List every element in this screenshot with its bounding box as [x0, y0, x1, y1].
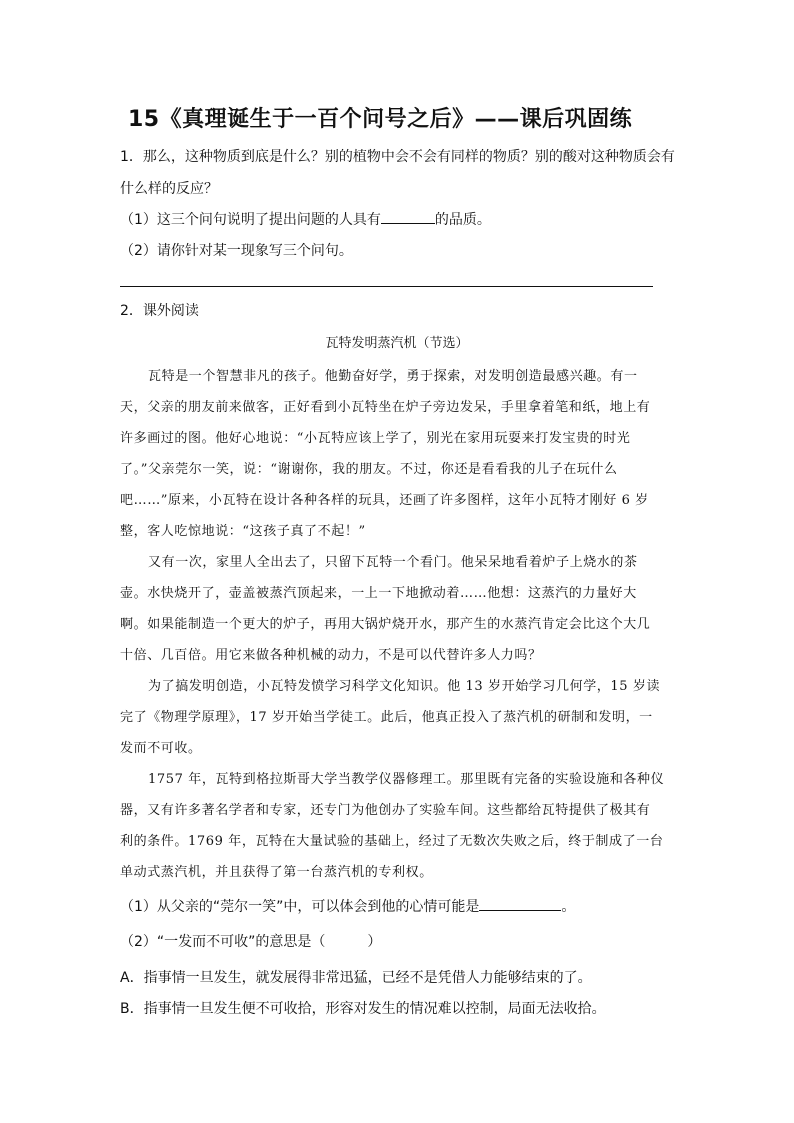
q1-sub1 — [120, 209, 491, 229]
q1-sub1-text: （1）这三个问句说明了提出问题的人具有 — [120, 212, 381, 228]
q1-sub1-blank[interactable] — [381, 209, 435, 224]
passage-line: 又有一次，家里人全出去了，只留下瓦特一个看门。他呆呆地看着炉子上烧水的茶 — [148, 555, 638, 570]
option-b: B．指事情一旦发生便不可收拾，形容对发生的情况难以控制，局面无法收拾。 — [120, 1001, 606, 1017]
q2-sub1-blank[interactable] — [479, 896, 561, 911]
q2-sub2: （2）“一发而不可收”的意思是（ ） — [120, 934, 382, 950]
q1-stem-line2: 什么样的反应？ — [120, 181, 218, 197]
passage-line: 整，客人吃惊地说：“这孩子真了不起！” — [120, 524, 366, 539]
q1-answer-line[interactable] — [120, 286, 653, 287]
passage-line: 天，父亲的朋友前来做客，正好看到小瓦特坐在炉子旁边发呆，手里拿着笔和纸，地上有 — [120, 400, 651, 415]
q2-sub1-suffix: 。 — [561, 899, 576, 915]
q2-sub1 — [120, 896, 575, 916]
passage-line: 利的条件。1769 年，瓦特在大量试验的基础上，经过了无数次失败之后，终于制成了一台 — [120, 834, 664, 849]
passage-line: 单动式蒸汽机，并且获得了第一台蒸汽机的专利权。 — [120, 865, 433, 880]
passage-line: 吧……”原来，小瓦特在设计各种各样的玩具，还画了许多图样，这年小瓦特才刚好 6 岁 — [120, 493, 649, 508]
q2-sub1-text: （1）从父亲的“莞尔一笑”中，可以体会到他的心情可能是 — [120, 899, 480, 915]
q1-sub2: （2）请你针对某一现象写三个问句。 — [120, 243, 353, 259]
q1-stem-line1: 1．那么，这种物质到底是什么？别的植物中会不会有同样的物质？别的酸对这种物质会有 — [120, 149, 675, 165]
passage-line: 为了搞发明创造，小瓦特发愤学习科学文化知识。他 13 岁开始学习几何学，15 岁读 — [148, 679, 661, 694]
passage-line: 1757 年，瓦特到格拉斯哥大学当教学仪器修理工。那里既有完备的实验设施和各种仪 — [148, 772, 665, 787]
q2-heading: 2．课外阅读 — [120, 303, 199, 319]
passage-title: 瓦特发明蒸汽机（节选） — [325, 336, 469, 351]
passage-line: 瓦特是一个智慧非凡的孩子。他勤奋好学，勇于探索，对发明创造最感兴趣。有一 — [148, 369, 638, 384]
passage-line: 器，又有许多著名学者和专家，还专门为他创办了实验车间。这些都给瓦特提供了极其有 — [120, 803, 651, 818]
passage-line: 十倍、几百倍。用它来做各种机械的动力，不是可以代替许多人力吗？ — [120, 648, 542, 663]
passage-line: 了。”父亲莞尔一笑，说：“谢谢你，我的朋友。不过，你还是看看我的儿子在玩什么 — [120, 462, 618, 477]
passage-line: 啊。如果能制造一个更大的炉子，再用大锅炉烧开水，那产生的水蒸汽肯定会比这个大几 — [120, 617, 651, 632]
option-a: A．指事情一旦发生，就发展得非常迅猛，已经不是凭借人力能够结束的了。 — [120, 970, 592, 986]
worksheet-title: 15《真理诞生于一百个问号之后》——课后巩固练 — [128, 107, 633, 132]
passage-line: 壶。水快烧开了，壶盖被蒸汽顶起来，一上一下地掀动着……他想：这蒸汽的力量好大 — [120, 586, 637, 601]
passage-line: 许多画过的图。他好心地说：“小瓦特应该上学了，别光在家用玩耍来打发宝贵的时光 — [120, 431, 631, 446]
passage-line: 完了《物理学原理》，17 岁开始当学徒工。此后，他真正投入了蒸汽机的研制和发明，一 — [120, 710, 653, 725]
passage-line: 发而不可收。 — [120, 741, 202, 756]
q1-sub1-suffix: 的品质。 — [434, 212, 491, 228]
